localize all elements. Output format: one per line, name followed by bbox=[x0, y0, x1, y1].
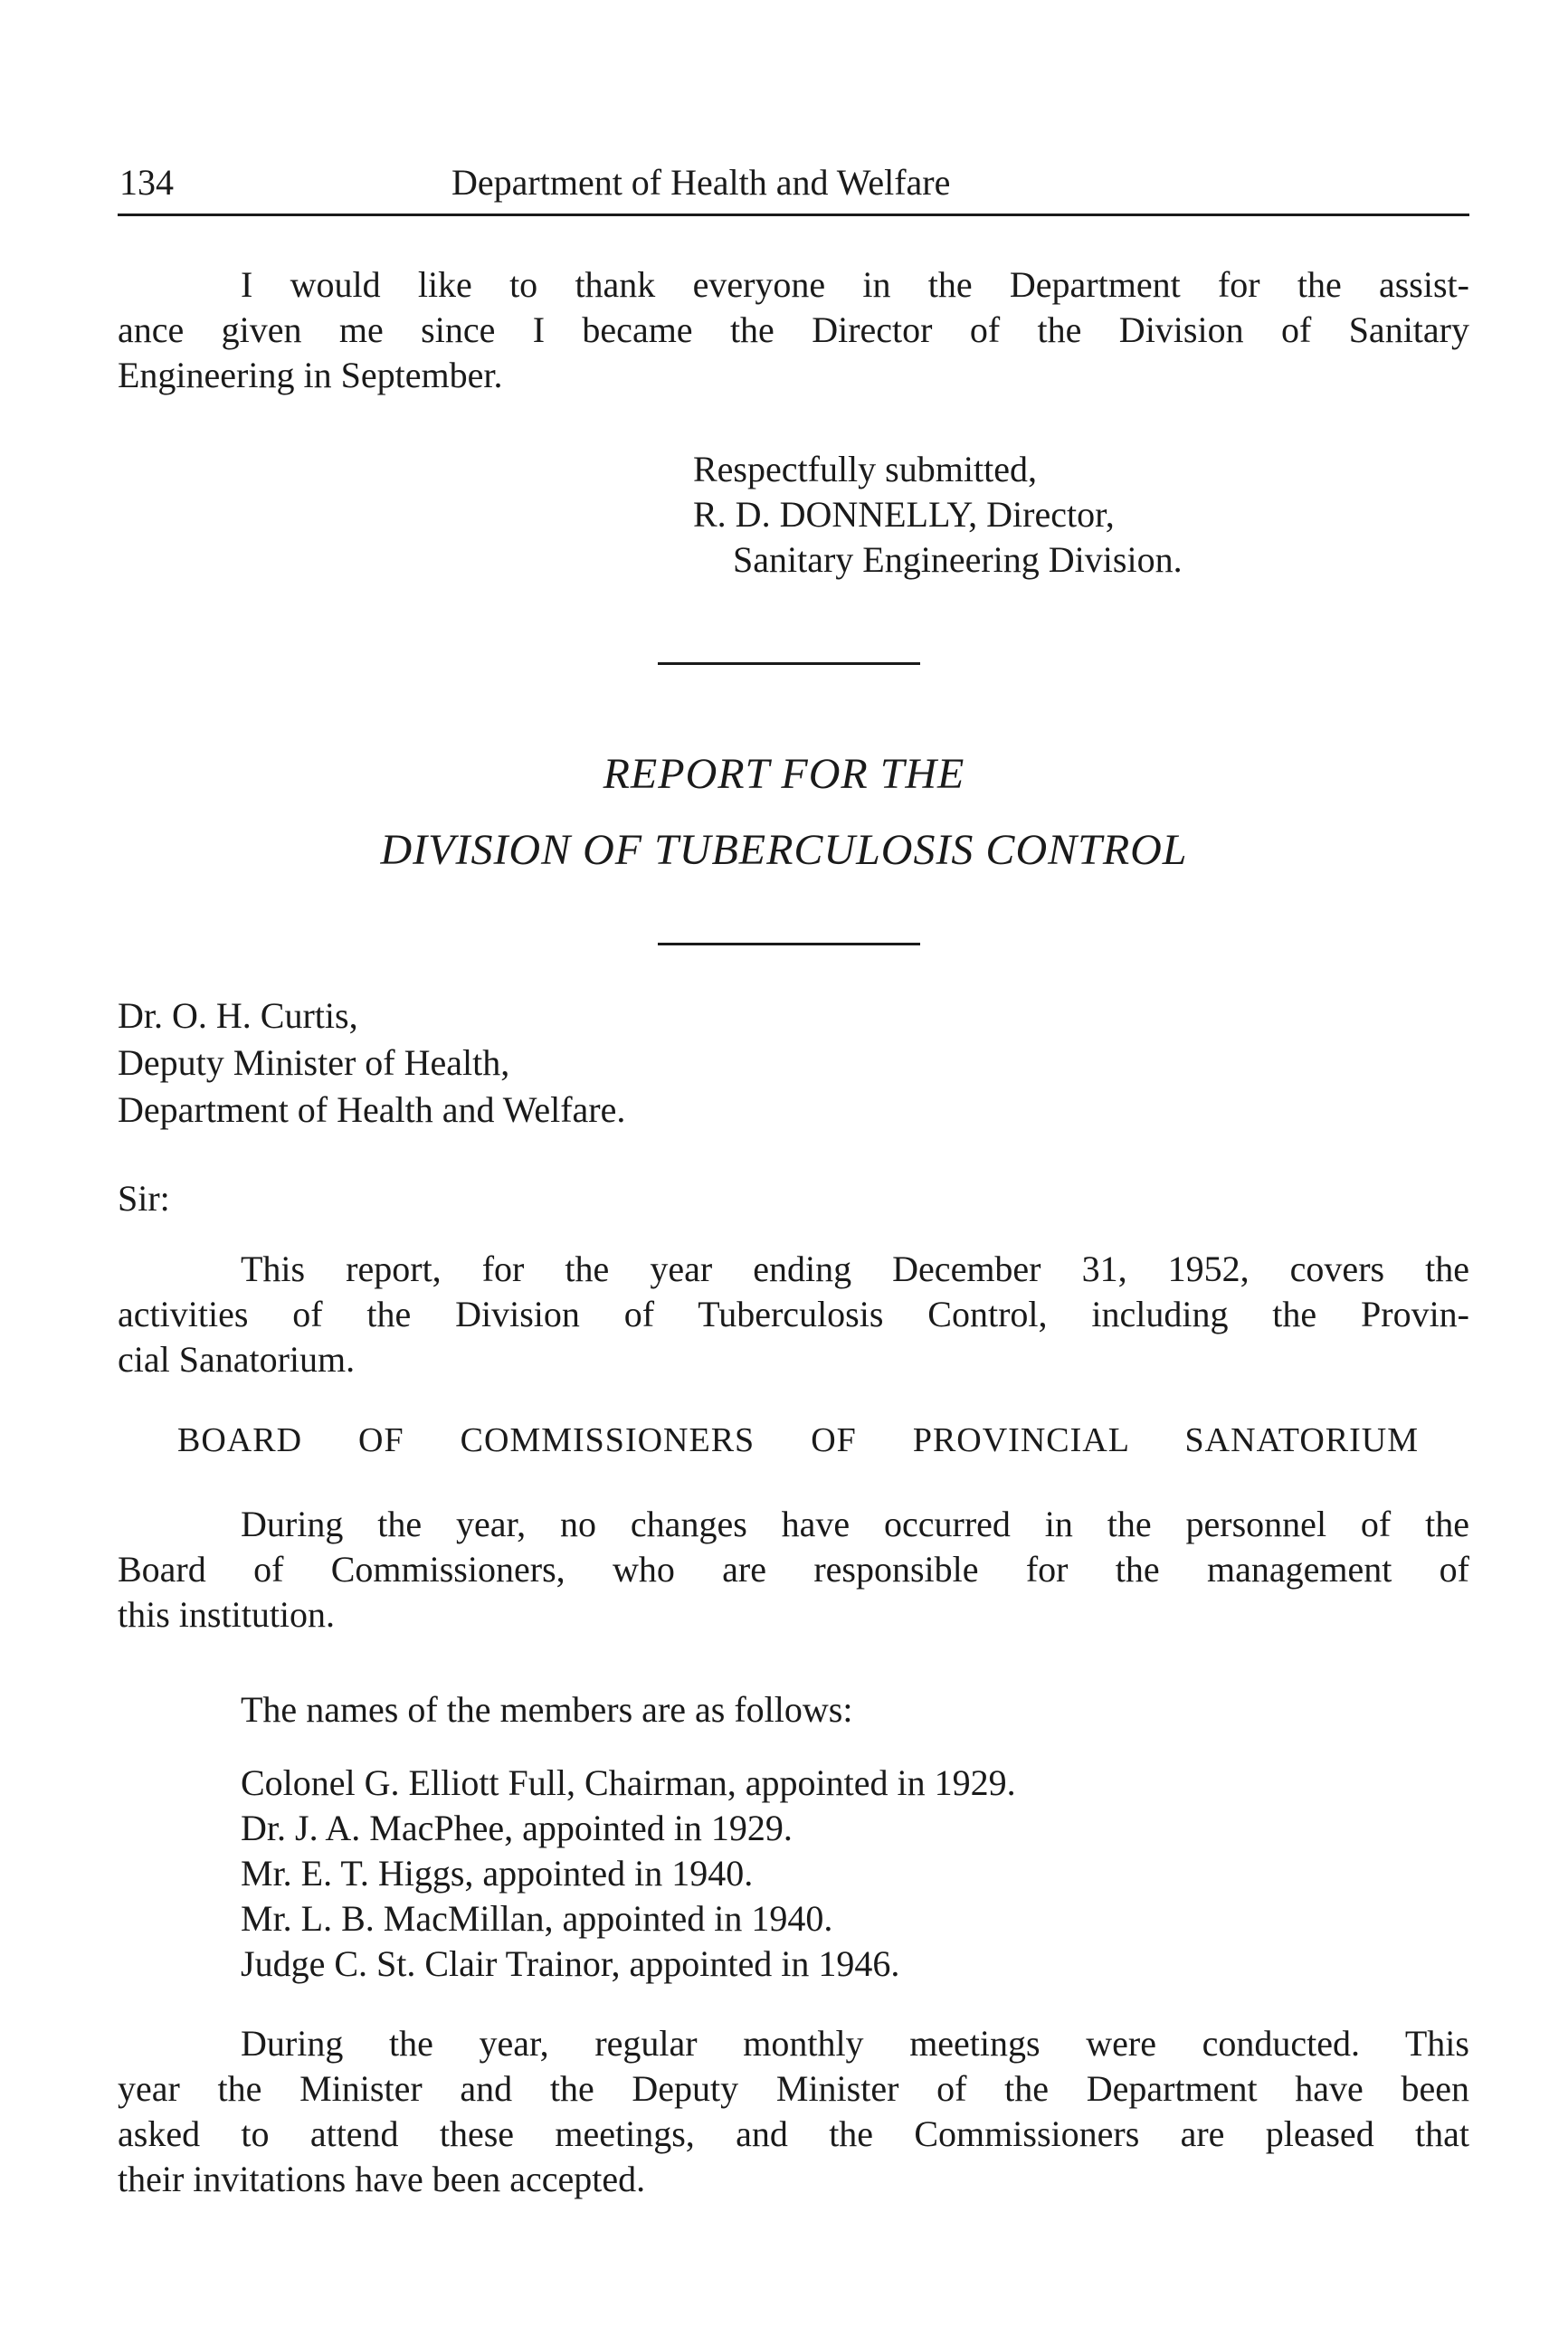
report-title-line-2: DIVISION OF TUBERCULOSIS CONTROL bbox=[380, 826, 1188, 874]
list-item: Mr. L. B. MacMillan, appointed in 1940. bbox=[241, 1898, 833, 1939]
list-item: Mr. E. T. Higgs, appointed in 1940. bbox=[241, 1853, 754, 1894]
header-rule bbox=[118, 214, 1469, 216]
paragraph-line: asked to attend these meetings, and the Commissioners are pleased that bbox=[118, 2113, 1469, 2154]
paragraph-line: Board of Commissioners, who are responsible for the management of bbox=[118, 1549, 1469, 1590]
list-item: Dr. J. A. MacPhee, appointed in 1929. bbox=[241, 1808, 793, 1848]
addressee-position: Deputy Minister of Health, bbox=[118, 1042, 510, 1083]
signature-division: Sanitary Engineering Division. bbox=[733, 539, 1183, 580]
addressee-name: Dr. O. H. Curtis, bbox=[118, 995, 358, 1036]
salutation: Sir: bbox=[118, 1178, 170, 1219]
signature-closing: Respectfully submitted, bbox=[693, 449, 1037, 489]
addressee-department: Department of Health and Welfare. bbox=[118, 1089, 626, 1130]
paragraph-line: This report, for the year ending December 31, 1952, covers the bbox=[241, 1248, 1469, 1289]
page-number: 134 bbox=[119, 162, 174, 203]
list-item: Colonel G. Elliott Full, Chairman, appointed in 1929. bbox=[241, 1762, 1016, 1803]
paragraph-line: Engineering in September. bbox=[118, 355, 503, 395]
separator-rule bbox=[658, 943, 920, 945]
signature-name: R. D. DONNELLY, Director, bbox=[693, 494, 1115, 535]
paragraph-line: During the year, regular monthly meetings were conducted. This bbox=[241, 2023, 1469, 2064]
paragraph-line: cial Sanatorium. bbox=[118, 1339, 356, 1380]
paragraph-line: During the year, no changes have occurred in the personnel of the bbox=[241, 1504, 1469, 1544]
list-item: Judge C. St. Clair Trainor, appointed in 1946. bbox=[241, 1943, 900, 1984]
paragraph-line: activities of the Division of Tuberculosis Control, including the Provin- bbox=[118, 1294, 1469, 1334]
section-heading: BOARD OF COMMISSIONERS OF PROVINCIAL SANATORIUM bbox=[177, 1421, 1419, 1459]
paragraph-line: year the Minister and the Deputy Minister of the Department have been bbox=[118, 2068, 1469, 2109]
report-title-line-1: REPORT FOR THE bbox=[603, 750, 965, 798]
paragraph-line: their invitations have been accepted. bbox=[118, 2159, 646, 2199]
paragraph-line: this institution. bbox=[118, 1594, 336, 1635]
running-title: Department of Health and Welfare bbox=[451, 162, 951, 203]
paragraph-line: ance given me since I became the Director of the Division of Sanitary bbox=[118, 309, 1469, 350]
members-intro: The names of the members are as follows: bbox=[241, 1689, 853, 1730]
separator-rule bbox=[658, 662, 920, 665]
paragraph-line: I would like to thank everyone in the Department for the assist- bbox=[241, 264, 1469, 305]
